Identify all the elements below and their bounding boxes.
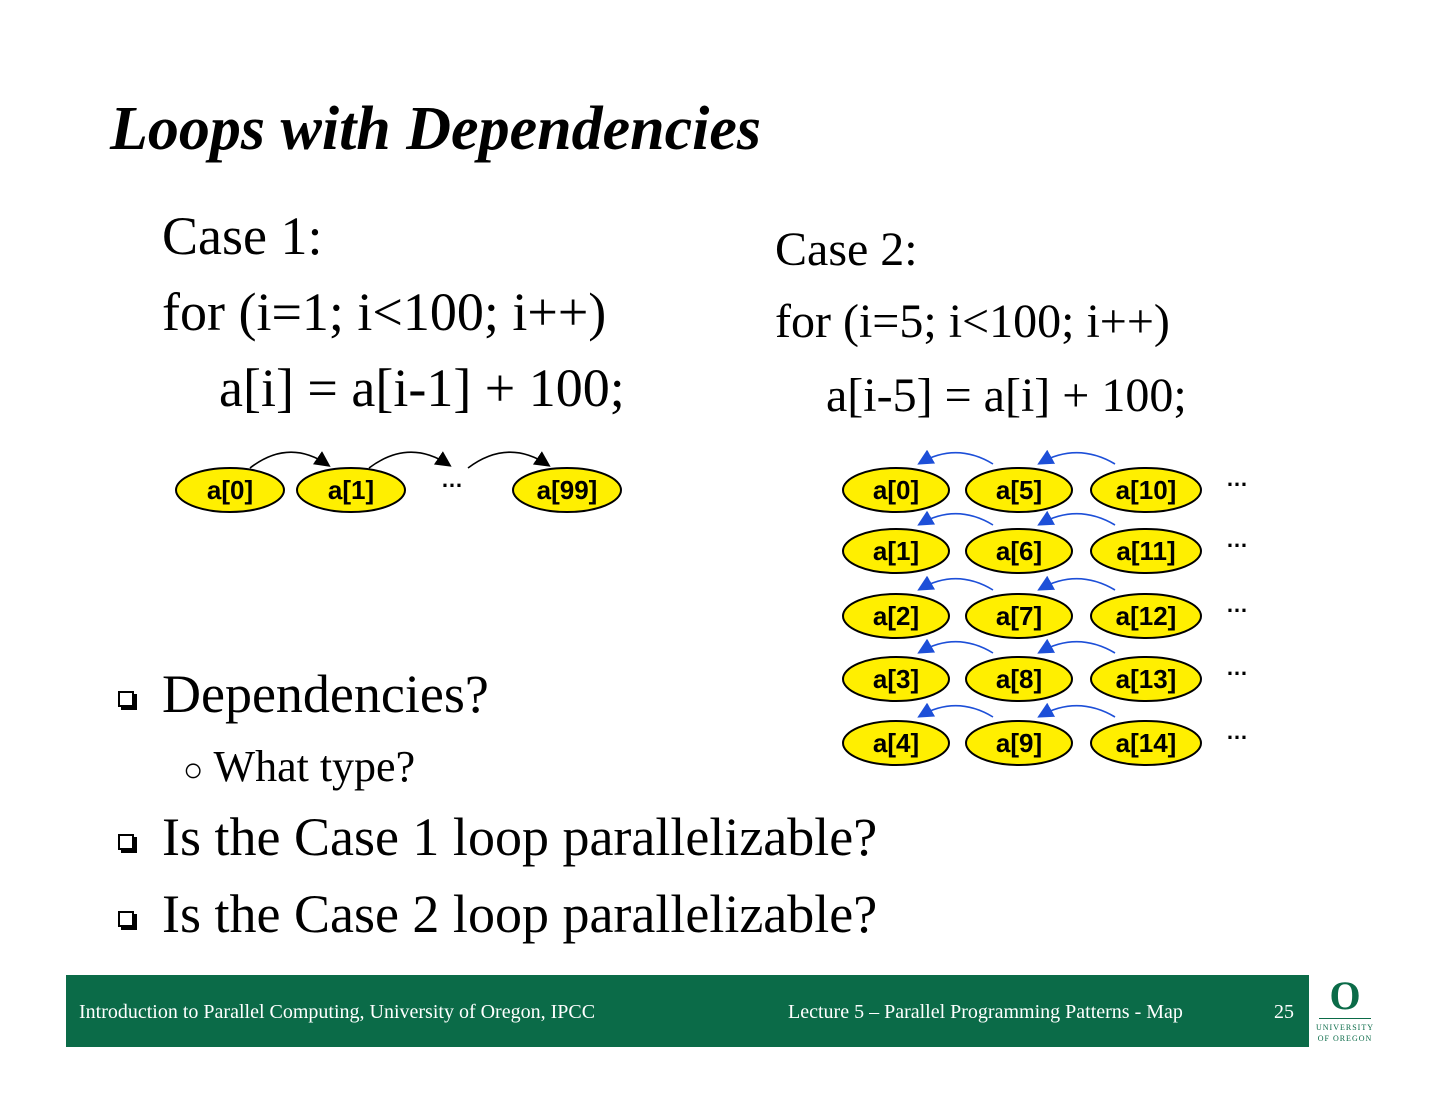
case2-body: a[i-5] = a[i] + 100; — [826, 369, 1187, 422]
case2-ellipsis-1: … — [1226, 527, 1248, 552]
oregon-o-icon: O — [1329, 973, 1361, 1018]
case2-node-4-2-label: a[14] — [1115, 728, 1177, 758]
case2-node-3-2-label: a[13] — [1115, 664, 1177, 694]
case2-node-1-0-label: a[1] — [872, 536, 920, 566]
circle-bullet-icon: ○ — [183, 752, 204, 789]
case2-node-2-1-label: a[7] — [995, 601, 1043, 631]
case2-node-3-1 — [966, 657, 1072, 701]
footer-page-number: 25 — [1274, 1001, 1294, 1023]
case2-node-1-1 — [966, 529, 1072, 573]
case2-node-3-1-label: a[8] — [995, 664, 1043, 694]
case1-arrows — [250, 452, 548, 468]
bullet-dependencies-text: Dependencies? — [162, 664, 489, 724]
case2-node-1-2-label: a[11] — [1116, 536, 1176, 566]
case2-node-2-1 — [966, 594, 1072, 638]
case1-ellipsis: … — [441, 467, 463, 492]
bullet-case1-parallel — [118, 807, 878, 867]
case2-node-0-1 — [966, 468, 1072, 512]
case2-node-2-2-label: a[12] — [1115, 601, 1177, 631]
square-bullet-icon — [118, 834, 134, 850]
case2-node-2-0 — [843, 594, 949, 638]
case2-node-0-2 — [1091, 468, 1201, 512]
case2-node-4-0-label: a[4] — [872, 728, 920, 758]
bullet-what-type — [183, 742, 416, 791]
footer-bar — [66, 975, 1309, 1047]
case2-arrow-4-1 — [1040, 706, 1115, 717]
footer-lecture: Lecture 5 – Parallel Programming Patterns - Map — [788, 1001, 1183, 1023]
case2-heading: Case 2: — [775, 223, 918, 276]
bullet-dependencies — [118, 664, 489, 724]
case1-arrow-2 — [468, 452, 548, 468]
logo-line1: UNIVERSITY — [1316, 1023, 1374, 1032]
footer-course: Introduction to Parallel Computing, University of Oregon, IPCC — [79, 1001, 596, 1023]
case2-node-0-0 — [843, 468, 949, 512]
case2-arrow-3-1 — [1040, 642, 1115, 653]
case1-loop: for (i=1; i<100; i++) — [162, 282, 607, 342]
case1-node-2 — [513, 468, 621, 512]
case2-node-2-0-label: a[2] — [872, 601, 920, 631]
case2-node-0-0-label: a[0] — [872, 475, 920, 505]
case1-arrow-0 — [250, 452, 328, 468]
bullet-case1-parallel-text: Is the Case 1 loop parallelizable? — [162, 807, 878, 867]
case2-ellipsis-3: … — [1226, 655, 1248, 680]
square-bullet-icon — [118, 911, 134, 927]
bullet-case2-parallel-text: Is the Case 2 loop parallelizable? — [162, 884, 878, 944]
case2-node-1-0 — [843, 529, 949, 573]
bullet-case2-parallel — [118, 884, 878, 944]
university-logo — [1314, 973, 1376, 1044]
case1-node-1-label: a[1] — [327, 475, 375, 505]
case2-ellipsis-2: … — [1226, 592, 1248, 617]
case2-ellipsis-0: … — [1226, 466, 1248, 491]
case1-node-0 — [176, 468, 284, 512]
square-bullet-icon — [118, 691, 134, 707]
case2-arrow-3-0 — [920, 642, 993, 653]
case2-node-4-1-label: a[9] — [995, 728, 1043, 758]
case1-body: a[i] = a[i-1] + 100; — [219, 358, 625, 418]
case2-arrow-2-1 — [1040, 579, 1115, 590]
case2-arrow-2-0 — [920, 579, 993, 590]
case1-node-2-label: a[99] — [536, 475, 598, 505]
case1-node-0-label: a[0] — [206, 475, 254, 505]
case2-nodes — [843, 466, 1248, 765]
logo-line2: OF OREGON — [1317, 1034, 1373, 1043]
case2-arrow-1-1 — [1040, 514, 1115, 525]
case1-nodes — [176, 467, 621, 512]
case2-arrow-1-0 — [920, 514, 993, 525]
case2-node-3-2 — [1091, 657, 1201, 701]
case2-node-4-1 — [966, 721, 1072, 765]
case2-node-0-2-label: a[10] — [1115, 475, 1177, 505]
case1-heading: Case 1: — [162, 206, 323, 266]
case1-arrow-1 — [369, 452, 449, 468]
case2-node-1-1-label: a[6] — [995, 536, 1043, 566]
case2-node-4-2 — [1091, 721, 1201, 765]
case2-node-2-2 — [1091, 594, 1201, 638]
case2-node-3-0 — [843, 657, 949, 701]
case2-loop: for (i=5; i<100; i++) — [775, 295, 1170, 348]
case2-arrow-0-0 — [920, 453, 993, 464]
bullet-what-type-text: What type? — [213, 742, 416, 791]
case2-node-0-1-label: a[5] — [995, 475, 1043, 505]
case2-node-4-0 — [843, 721, 949, 765]
case2-node-1-2 — [1091, 529, 1201, 573]
case2-node-3-0-label: a[3] — [872, 664, 920, 694]
case2-ellipsis-4: … — [1226, 719, 1248, 744]
case2-arrow-4-0 — [920, 706, 993, 717]
case2-arrow-0-1 — [1040, 453, 1115, 464]
case1-node-1 — [297, 468, 405, 512]
slide-title: Loops with Dependencies — [110, 95, 761, 163]
